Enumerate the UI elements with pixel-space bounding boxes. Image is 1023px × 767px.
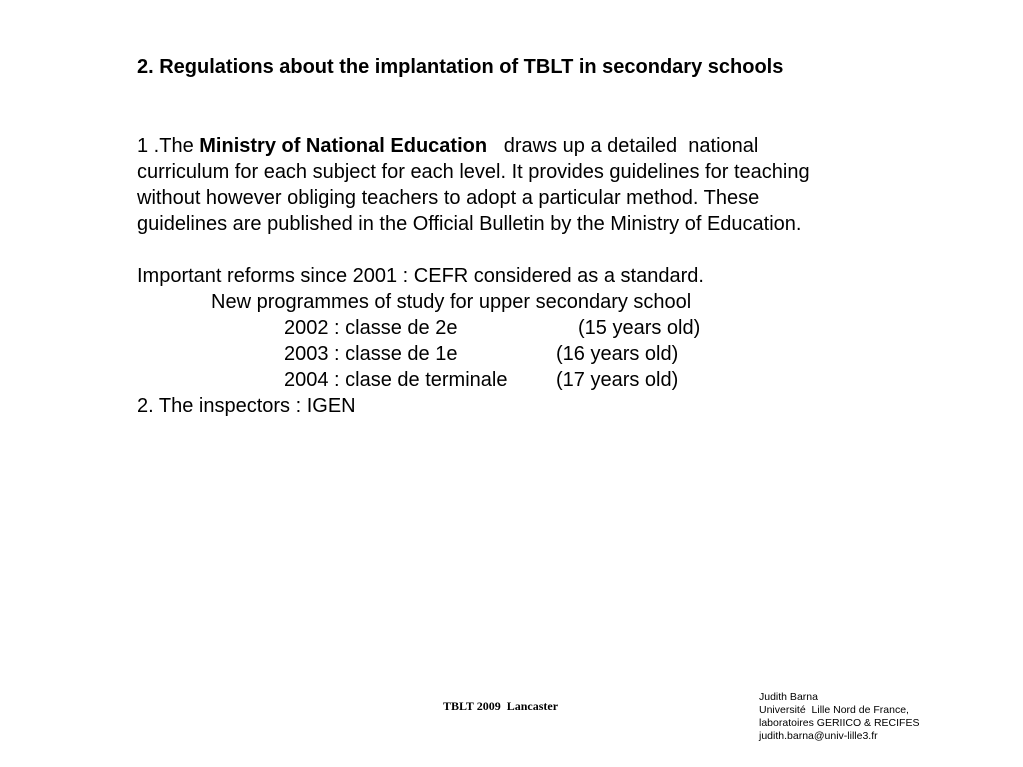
reform-item — [137, 367, 937, 393]
para1-line4: guidelines are published in the Official Bulletin by the Ministry of Education. — [137, 213, 802, 235]
reform-item — [137, 315, 937, 341]
inspectors-line: 2. The inspectors : IGEN — [137, 395, 356, 417]
para1-line2: curriculum for each subject for each level. It provides guidelines for teaching — [137, 161, 810, 183]
footer-affiliation-2: laboratoires GERIICO & RECIFES — [759, 717, 920, 729]
para1-rest: draws up a detailed national — [487, 135, 759, 157]
footer-affiliation-1: Université Lille Nord de France, — [759, 704, 909, 716]
para1-line1 — [137, 133, 937, 159]
slide-title: 2. Regulations about the implantation of TBLT in secondary schools — [137, 56, 784, 78]
reform-age: (16 years old) — [556, 343, 679, 365]
reforms-subheading: New programmes of study for upper secondary school — [211, 291, 692, 313]
footer-email: judith.barna@univ-lille3.fr — [759, 730, 878, 742]
reform-item — [137, 341, 937, 367]
footer-event: TBLT 2009 Lancaster — [443, 699, 559, 713]
ministry-name: Ministry of National Education — [199, 135, 488, 157]
para1-prefix: 1 .The — [137, 135, 200, 157]
para1-line3: without however obliging teachers to adopt a particular method. These — [137, 187, 760, 209]
reform-year-class: 2002 : classe de 2e — [284, 317, 458, 339]
reform-year-class: 2003 : classe de 1e — [284, 343, 458, 365]
reform-age: (17 years old) — [556, 369, 679, 391]
footer-author: Judith Barna — [759, 691, 818, 703]
reforms-heading: Important reforms since 2001 : CEFR considered as a standard. — [137, 265, 704, 287]
spacer — [137, 237, 937, 263]
reform-age: (15 years old) — [578, 317, 701, 339]
reform-year-class: 2004 : clase de terminale — [284, 369, 508, 391]
slide-body — [137, 133, 937, 419]
footer-author-block — [759, 691, 919, 743]
